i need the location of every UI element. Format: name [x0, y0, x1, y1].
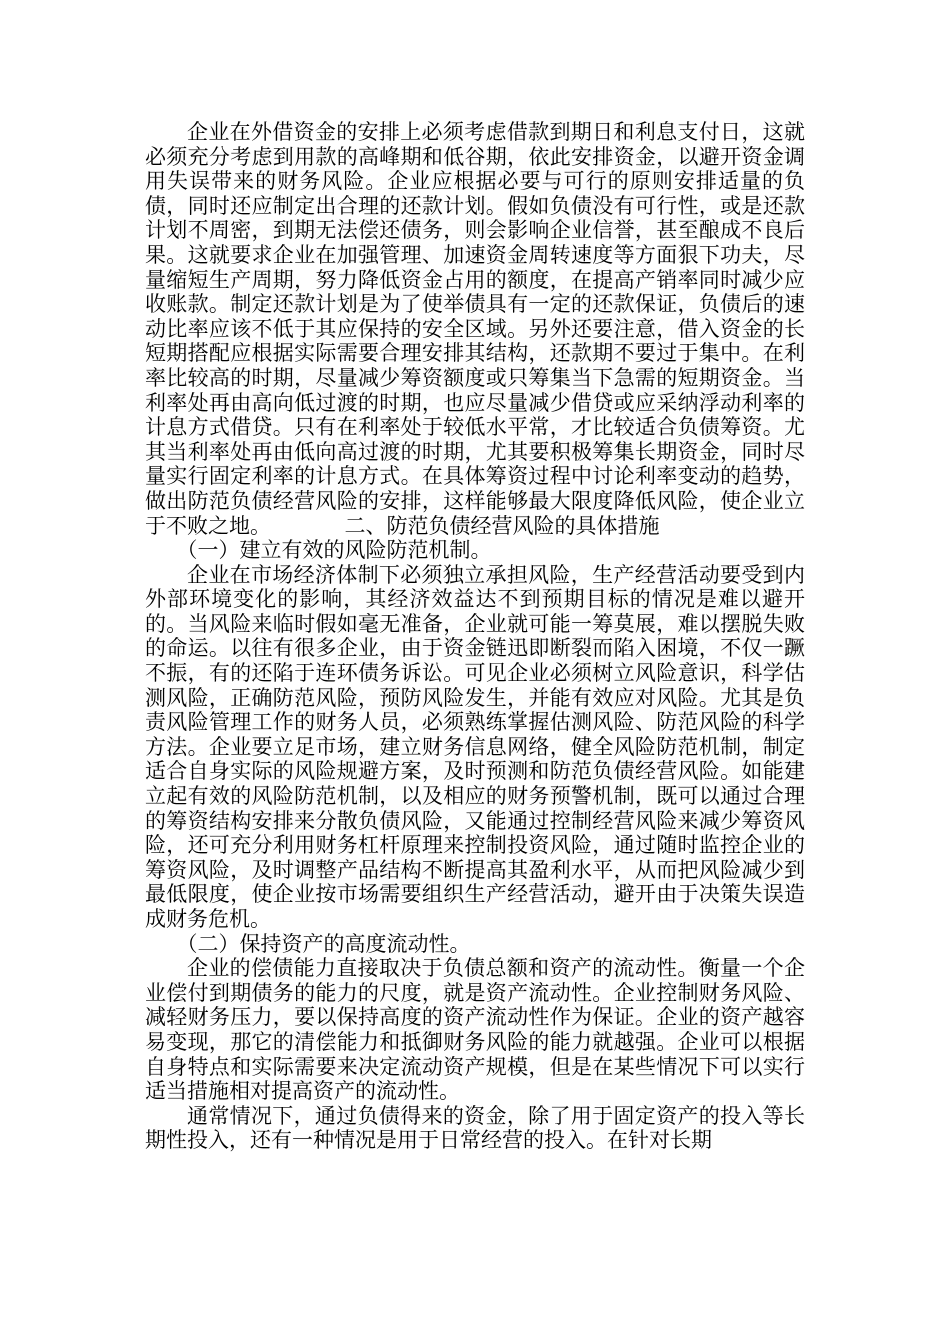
section-heading-measures: 二、防范负债经营风险的具体措施	[344, 513, 660, 538]
document-page	[145, 120, 805, 1153]
paragraph-text: 企业在外借资金的安排上必须考虑借款到期日和利息支付日，这就必须充分考虑到用款的高峰期和低谷期，依此安排资金，以避开资金调用失误带来的财务风险。企业应根据必要与可行的原则安排适量的负债，同时还应制定出合理的还款计划。假如负债没有可行性，或是还款计划不周密，到期无法偿还债务，则会影响企业信誉，甚至酿成不良后果。这就要求企业在加强管理、加速资金周转速度等方面狠下功夫，尽量缩短生产周期，努力降低资金占用的额度，在提高产销率同时减少应收账款。制定还款计划是为了使举债具有一定的还款保证，负债后的速动比率应该不低于其应保持的安全区域。另外还要注意，借入资金的长短期搭配应根据实际需要合理安排其结构，还款期不要过于集中。在利率比较高的时期，尽量减少筹资额度或只筹集当下急需的短期资金。当利率处再由高向低过渡的时期，也应尽量减少借贷或应采纳浮动利率的计息方式借贷。只有在利率处于较低水平常，才比较适合负债筹资。尤其当利率处再由低向高过渡的时期，尤其要积极筹集长期资金，同时尽量实行固定利率的计息方式。在具体筹资过程中讨论利率变动的趋势，做出防范负债经营风险的安排，这样能够最大限度降低风险，使企业立于不败之地。	[145, 120, 805, 538]
paragraph-debt-funds: 通常情况下，通过负债得来的资金，除了用于固定资产的投入等长期性投入，还有一种情况是用于日常经营的投入。在针对长期	[145, 1103, 805, 1153]
paragraph-loan-arrangement	[145, 120, 805, 538]
subheading-asset-liquidity: （二）保持资产的高度流动性。	[176, 931, 471, 956]
paragraph-risk-mechanism: 企业在市场经济体制下必须独立承担风险，生产经营活动要受到内外部环境变化的影响，其经济效益达不到预期目标的情况是难以避开的。当风险来临时假如毫无准备，企业就可能一筹莫展，难以摆脱失败的命运。以往有很多企业，由于资金链迅即断裂而陷入困境，不仅一蹶不振，有的还陷于连环债务诉讼。可见企业必须树立风险意识，科学估测风险，正确防范风险，预防风险发生，并能有效应对风险。尤其是负责风险管理工作的财务人员，必须熟练掌握估测风险、防范风险的科学方法。企业要立足市场，建立财务信息网络，健全风险防范机制，制定适合自身实际的风险规避方案，及时预测和防范负债经营风险。如能建立起有效的风险防范机制，以及相应的财务预警机制，既可以通过合理的筹资结构安排来分散负债风险，又能通过控制经营风险来减少筹资风险，还可充分利用财务杠杆原理来控制投资风险，通过随时监控企业的筹资风险，及时调整产品结构不断提高其盈利水平，从而把风险减少到最低限度，使企业按市场需要组织生产经营活动，避开由于决策失误造成财务危机。	[145, 562, 805, 931]
paragraph-asset-liquidity: 企业的偿债能力直接取决于负债总额和资产的流动性。衡量一个企业偿付到期债务的能力的尺度，就是资产流动性。企业控制财务风险、减轻财务压力，要以保持高度的资产流动性作为保证。企业的资产越容易变现，那它的清偿能力和抵御财务风险的能力就越强。企业可以根据自身特点和实际需要来决定流动资产规模，但是在某些情况下可以实行适当措施相对提高资产的流动性。	[145, 956, 805, 1104]
subheading-risk-mechanism: （一）建立有效的风险防范机制。	[176, 538, 492, 563]
